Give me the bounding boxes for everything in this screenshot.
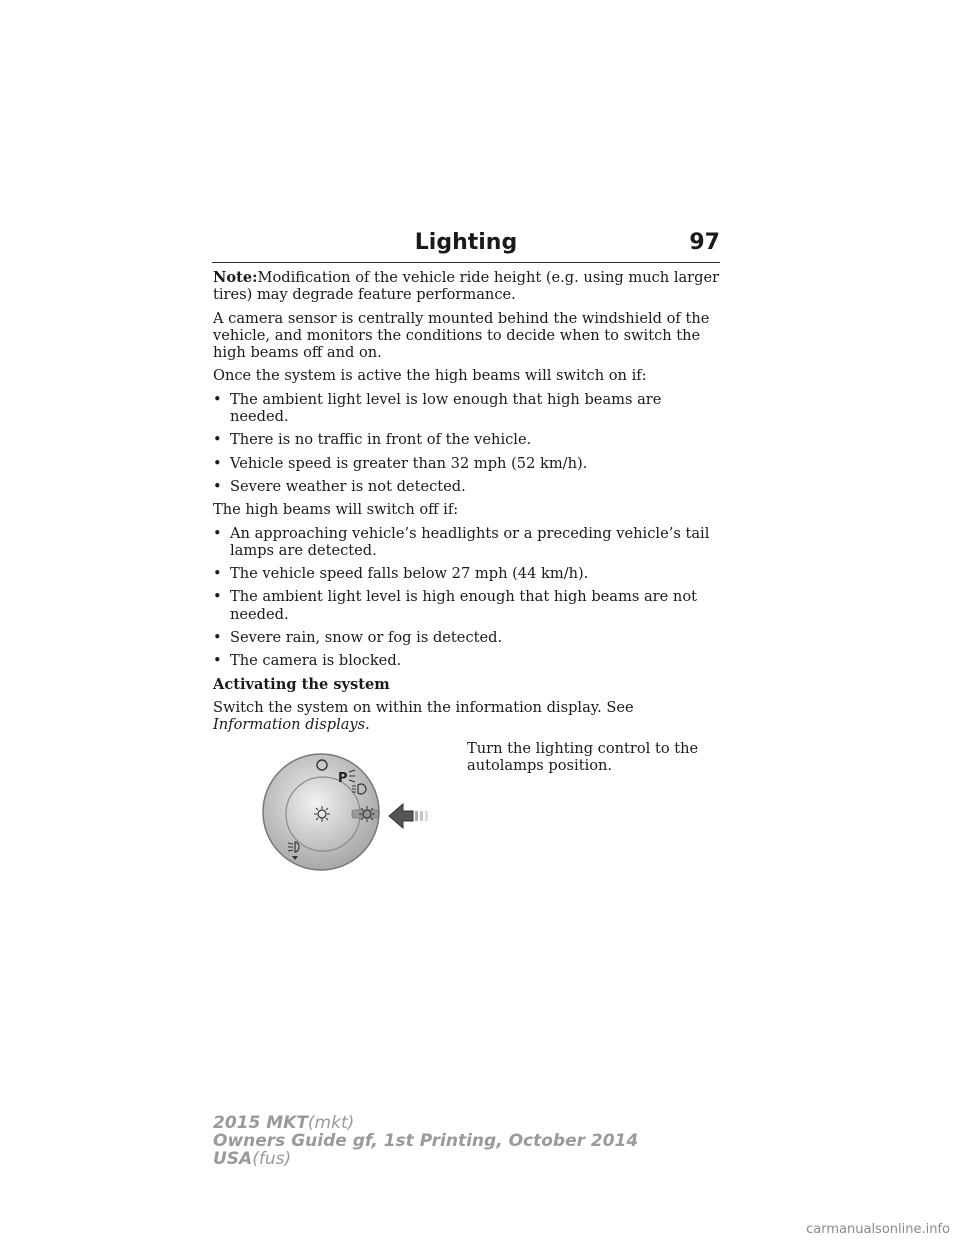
off-condition-3: The ambient light level is high enough that high beams are not needed. [230,588,697,623]
activating-heading: Activating the system [213,675,390,693]
bullet-glyph: • [213,390,222,408]
footer-guide-info: Owners Guide gf, 1st Printing, October 2014 [213,1131,639,1151]
figure-caption: Turn the lighting control to the autolamps position. [467,739,699,774]
on-condition-1: The ambient light level is low enough that high beams are needed. [230,390,662,426]
on-intro-paragraph: Once the system is active the high beams will switch on if: [213,367,647,385]
footer-model: 2015 MKT [213,1113,308,1133]
watermark: carmanualsonline.info [806,1222,950,1237]
off-condition-1: An approaching vehicle’s headlights or a preceding vehicle’s tail lamps are detected. [230,524,710,559]
bullet-glyph: • [213,588,222,606]
activating-text: Switch the system on within the information display. See [213,698,634,716]
list-item [213,629,723,646]
page-content [213,269,723,905]
list-item [213,431,723,448]
activating-paragraph [213,699,723,734]
bullet-glyph: • [213,477,222,495]
list-item [213,455,723,472]
footer-market: USA [213,1149,253,1169]
section-title: Lighting [414,230,518,255]
list-item [213,588,723,623]
footer-line-3 [213,1150,638,1168]
off-intro-paragraph: The high beams will switch off if: [213,501,459,519]
information-displays-link[interactable]: Information displays [213,716,366,734]
list-item [213,652,723,669]
on-condition-4: Severe weather is not detected. [230,477,466,495]
bullet-glyph: • [213,565,222,583]
list-item [213,478,723,495]
page-header [212,226,720,263]
camera-paragraph: A camera sensor is centrally mounted behind the windshield of the vehicle, and monitors the conditions to decide when to switch the high beams off and on. [213,309,710,362]
page-number: 97 [689,230,720,255]
page-footer [213,1114,638,1168]
off-condition-5: The camera is blocked. [230,652,402,670]
off-condition-4: Severe rain, snow or fog is detected. [230,629,503,647]
footer-line-1 [213,1114,638,1132]
list-item [213,391,723,426]
note-label: Note: [213,269,258,286]
list-item [213,525,723,560]
bullet-glyph: • [213,431,222,449]
headlamp-switch-dial-icon [261,750,436,880]
figure-row [213,740,723,905]
off-condition-2: The vehicle speed falls below 27 mph (44 km/h). [230,565,589,583]
footer-line-2 [213,1132,638,1150]
parking-lamp-label: P [338,770,348,786]
list-item [213,565,723,582]
headlamp-switch-figure [261,750,436,884]
on-condition-2: There is no traffic in front of the vehicle. [230,431,532,449]
bullet-glyph: • [213,652,222,670]
activating-end: . [365,716,370,734]
footer-market-code: (fus) [252,1149,292,1169]
note-paragraph [213,269,723,304]
on-condition-3: Vehicle speed is greater than 32 mph (52 km/h). [230,454,588,472]
bullet-glyph: • [213,629,222,647]
footer-model-code: (mkt) [307,1113,355,1133]
bullet-glyph: • [213,524,222,542]
bullet-glyph: • [213,454,222,472]
note-text: Modification of the vehicle ride height (e.g. using much larger tires) may degrade feature performance. [213,269,720,304]
